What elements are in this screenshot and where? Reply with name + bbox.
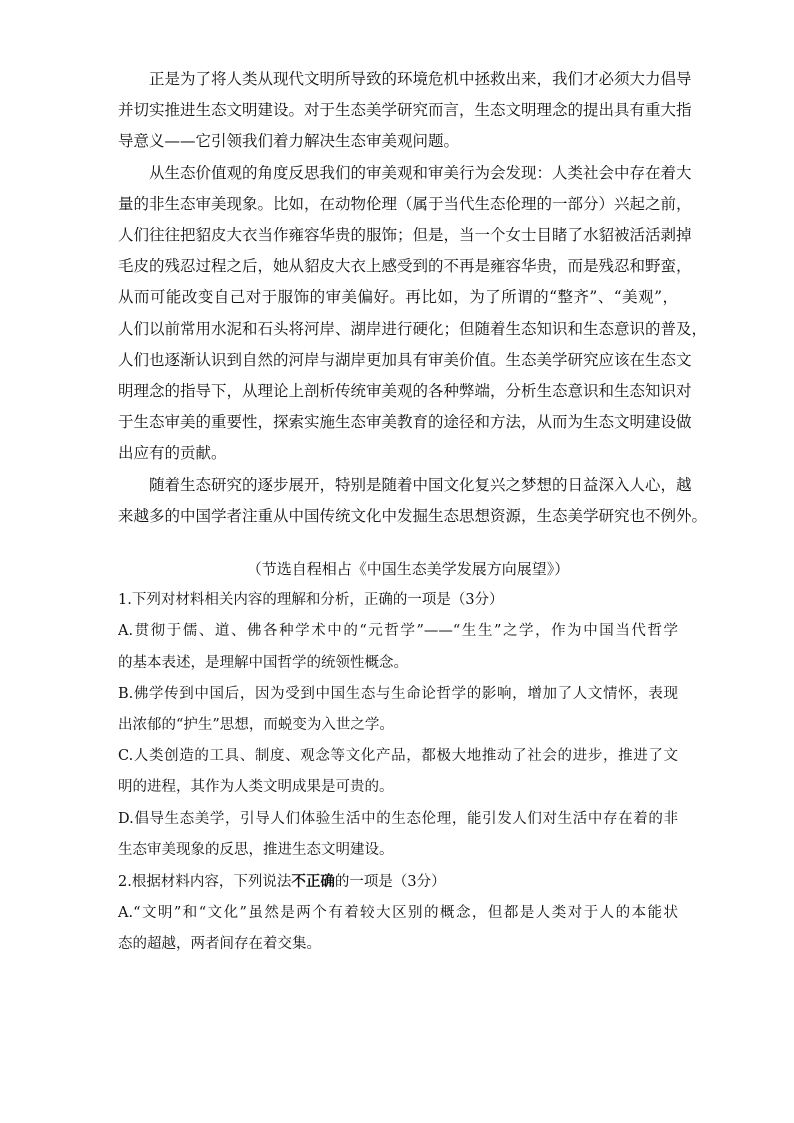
question-stem xyxy=(118,866,678,898)
option-b-line-2: 出浓郁的“护生”思想，而蜕变为入世之学。 xyxy=(118,717,394,734)
stem-emphasis: 不正确 xyxy=(291,873,335,891)
question-2 xyxy=(118,866,678,961)
option-b-line-1: B.佛学传到中国后，因为受到中国生态与生命论哲学的影响，增加了人文情怀，表现 xyxy=(118,685,678,702)
text-line: 来越多的中国学者注重从中国传统文化中发掘生态思想资源，生态美学研究也不例外。 xyxy=(118,506,708,525)
question-stem: 1.下列对材料相关内容的理解和分析，正确的一项是（3分） xyxy=(118,592,504,609)
source-caption: （节选自程相占《中国生态美学发展方向展望》） xyxy=(246,560,570,579)
text-line: 明理念的指导下，从理论上剖析传统审美观的各种弊端，分析生态意识和生态知识对 xyxy=(118,382,692,401)
text-line: 并切实推进生态文明建设。对于生态美学研究而言，生态文明理念的提出具有重大指 xyxy=(118,101,692,120)
text-line: 随着生态研究的逐步展开，特别是随着中国文化复兴之梦想的日益深入人心，越 xyxy=(149,475,692,494)
question-1 xyxy=(118,585,678,866)
text-line: 量的非生态审美现象。比如，在动物伦理（属于当代生态伦理的一部分）兴起之前， xyxy=(118,194,692,213)
option-a-line-1: A.贯彻于儒、道、佛各种学术中的“元哲学”——“生生”之学，作为中国当代哲学 xyxy=(118,623,678,640)
text-line: 正是为了将人类从现代文明所导致的环境危机中拯救出来，我们才必须大力倡导 xyxy=(149,70,692,88)
text-line: 人们以前常用水泥和石头将河岸、湖岸进行硬化；但随着生态知识和生态意识的普及， xyxy=(118,319,708,338)
option-c-line-2: 明的进程，其作为人类文明成果是可贵的。 xyxy=(118,779,394,796)
text-line: 从生态价值观的角度反思我们的审美观和审美行为会发现：人类社会中存在着大 xyxy=(149,163,692,182)
paragraph-1 xyxy=(118,64,692,158)
option-c-line-1: C.人类创造的工具、制度、观念等文化产品，都极大地推动了社会的进步，推进了文 xyxy=(118,748,678,765)
text-line: 毛皮的残忍过程之后，她从貂皮大衣上感受到的不再是雍容华贵，而是残忍和野蛮， xyxy=(118,257,692,276)
text-line: 人们也逐渐认识到自然的河岸与湖岸更加具有审美价值。生态美学研究应该在生态文 xyxy=(118,350,692,369)
stem-text: 的一项是（3分） xyxy=(334,874,446,891)
text-line: 于生态审美的重要性，探索实施生态审美教育的途径和方法，从而为生态文明建设做 xyxy=(118,413,692,432)
text-line: 人们往往把貂皮大衣当作雍容华贵的服饰；但是，当一个女士目睹了水貂被活活剥掉 xyxy=(118,226,692,245)
paragraph-3 xyxy=(118,470,708,532)
option-a-line-1: A.“文明”和“文化”虽然是两个有着较大区别的概念，但都是人类对于人的本能状 xyxy=(118,905,678,922)
option-a-line-2: 的基本表述，是理解中国哲学的统领性概念。 xyxy=(118,654,408,671)
text-line: 出应有的贡献。 xyxy=(118,444,227,463)
text-line: 导意义——它引领我们着力解决生态审美观问题。 xyxy=(118,132,460,151)
option-d-line-2: 生态审美现象的反思，推进生态文明建设。 xyxy=(118,841,394,858)
text-line: 从而可能改变自己对于服饰的审美偏好。再比如，为了所谓的“整齐”、“美观”， xyxy=(118,288,678,307)
option-a-line-2: 态的超越，两者间存在着交集。 xyxy=(118,936,321,953)
document-page xyxy=(118,64,708,961)
option-d-line-1: D.倡导生态美学，引导人们体验生活中的生态伦理，能引发人们对生活中存在着的非 xyxy=(118,810,678,827)
paragraph-2 xyxy=(118,158,708,470)
stem-text: 2.根据材料内容，下列说法 xyxy=(118,874,292,891)
